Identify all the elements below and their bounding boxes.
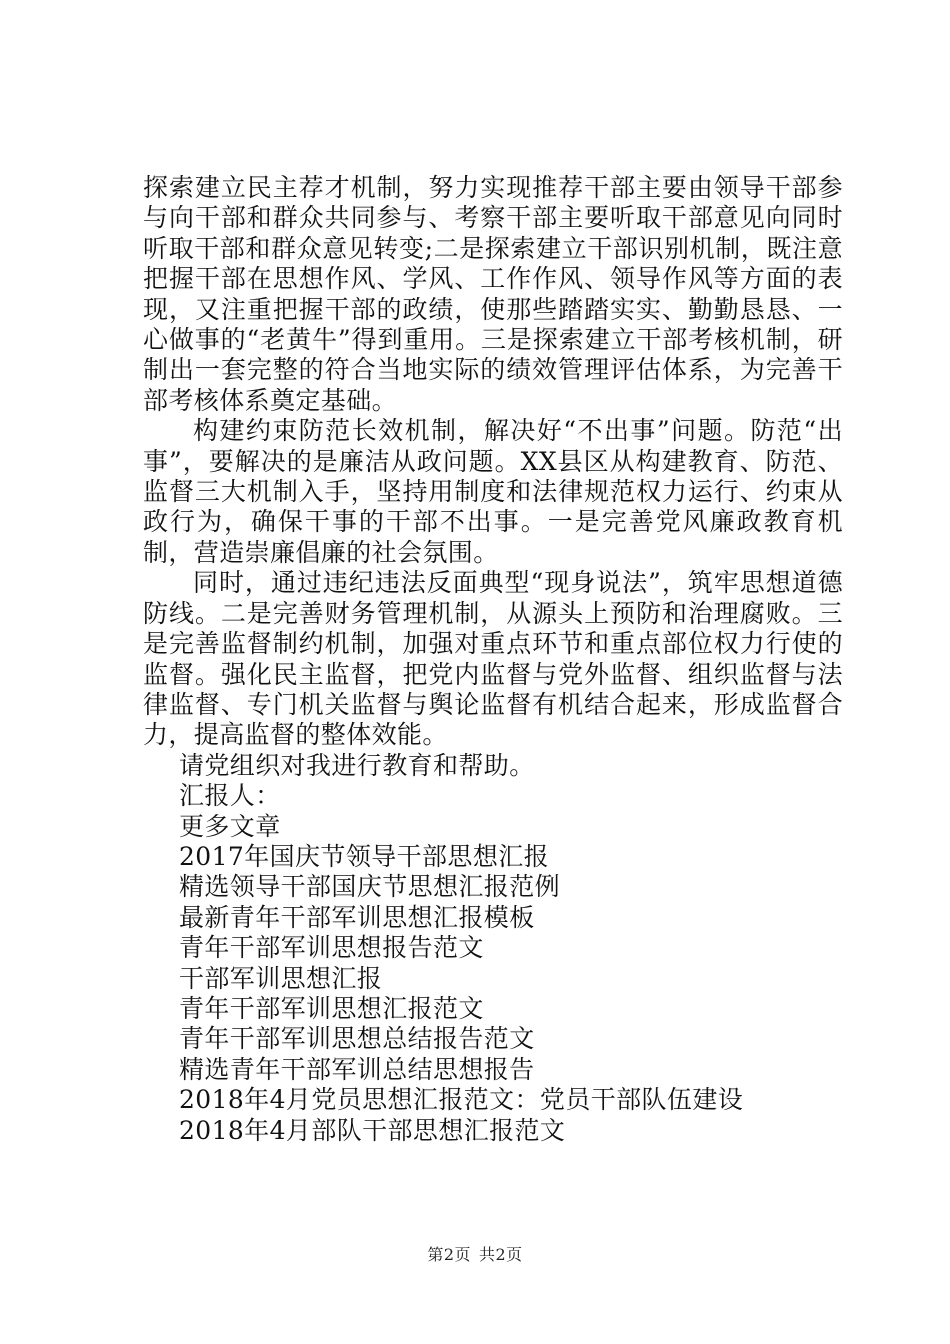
body-paragraph: 探索建立民主荐才机制，努力实现推荐干部主要由领导干部参与向干部和群众共同参与、考察干部主要听取干部意见向同时听取干部和群众意见转变;二是探索建立干部识别机制，既注意把握干部在思想作风、学风、工作作风、领导作风等方面的表现，又注重把握干部的政绩，使那些踏踏实实、勤勤恳恳、一心做事的“老黄牛”得到重用。三是探索建立干部考核机制，研制出一套完整的符合当地实际的绩效管理评估体系，为完善干部考核体系奠定基础。 bbox=[143, 173, 843, 415]
closing-line: 请党组织对我进行教育和帮助。 bbox=[179, 750, 535, 780]
body-paragraph: 同时，通过违纪违法反面典型“现身说法”，筑牢思想道德防线。二是完善财务管理机制，从源头上预防和治理腐败。三是完善监督制约机制，加强对重点环节和重点部位权力行使的监督。强化民主监督，把党内监督与党外监督、组织监督与法律监督、专门机关监督与舆论监督有机结合起来，形成监督合力，提高监督的整体效能。 bbox=[143, 568, 843, 750]
related-article-link[interactable]: 青年干部军训思想报告范文 bbox=[179, 933, 484, 963]
related-article-link[interactable]: 2018年4月部队干部思想汇报范文 bbox=[179, 1115, 566, 1145]
reporter-label: 汇报人： bbox=[179, 781, 281, 811]
related-article-link[interactable]: 青年干部军训思想汇报范文 bbox=[179, 993, 484, 1023]
related-article-link[interactable]: 精选领导干部国庆节思想汇报范例 bbox=[179, 872, 561, 902]
page-footer bbox=[0, 1245, 950, 1265]
more-articles-heading: 更多文章 bbox=[179, 811, 281, 841]
related-article-link[interactable]: 2018年4月党员思想汇报范文：党员干部队伍建设 bbox=[179, 1085, 744, 1115]
document-body bbox=[143, 173, 843, 1146]
related-article-link[interactable]: 干部军训思想汇报 bbox=[179, 963, 383, 993]
related-article-link[interactable]: 最新青年干部军训思想汇报模板 bbox=[179, 902, 535, 932]
body-paragraph: 构建约束防范长效机制，解决好“不出事”问题。防范“出事”，要解决的是廉洁从政问题。XX县区从构建教育、防范、监督三大机制入手，坚持用制度和法律规范权力运行、约束从政行为，确保干事的干部不出事。一是完善党风廉政教育机制，营造崇廉倡廉的社会氛围。 bbox=[143, 416, 843, 567]
page-number-current: 第2页 bbox=[427, 1245, 471, 1264]
page-number-total: 共2页 bbox=[479, 1245, 523, 1264]
related-article-link[interactable]: 青年干部军训思想总结报告范文 bbox=[179, 1024, 535, 1054]
related-article-link[interactable]: 2017年国庆节领导干部思想汇报 bbox=[179, 841, 550, 871]
related-article-link[interactable]: 精选青年干部军训总结思想报告 bbox=[179, 1054, 535, 1084]
